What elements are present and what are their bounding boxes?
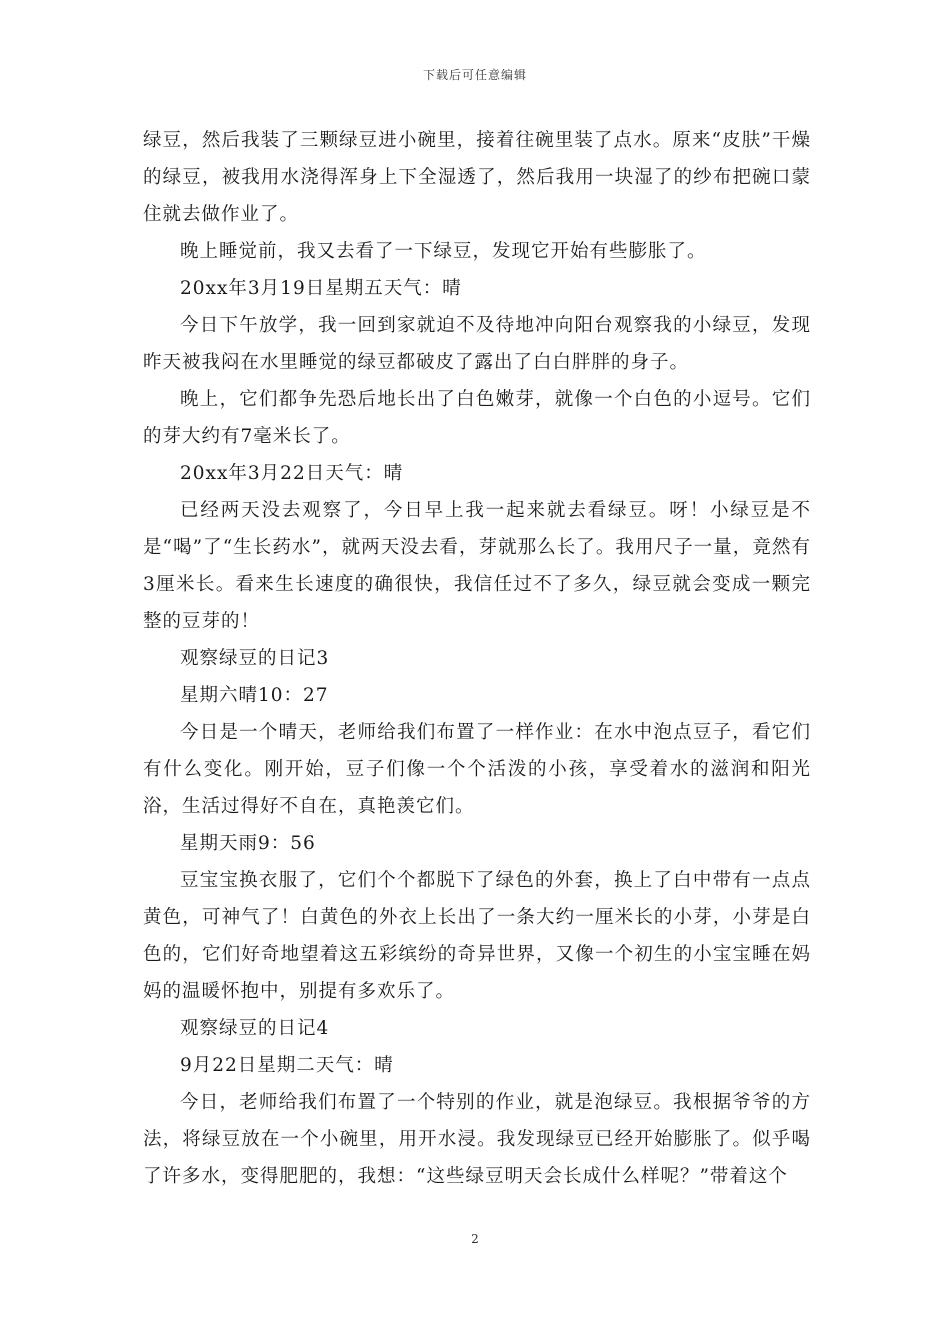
paragraph: 今日，老师给我们布置了一个特别的作业，就是泡绿豆。我根据爷爷的方法，将绿豆放在一个小碗里，用开水浸。我发现绿豆已经开始膨胀了。似乎喝了许多水，变得肥肥的，我想：“这些绿豆明天会长成什么样呢？”带着这个	[143, 1092, 811, 1187]
paragraph: 今日是一个晴天，老师给我们布置了一样作业：在水中泡点豆子，看它们有什么变化。刚开始，豆子们像一个个活泼的小孩，享受着水的滋润和阳光浴，生活过得好不自在，真艳羡它们。	[143, 722, 811, 817]
paragraph: 观察绿豆的日记3	[180, 648, 330, 669]
document-body	[143, 122, 811, 1195]
paragraph: 9月22日星期二天气：晴	[180, 1055, 394, 1076]
paragraph: 豆宝宝换衣服了，它们个个都脱下了绿色的外套，换上了白中带有一点点黄色，可神气了！白黄色的外衣上长出了一条大约一厘米长的小芽，小芽是白色的，它们好奇地望着这五彩缤纷的奇异世界，又像一个初生的小宝宝睡在妈妈的温暖怀抱中，别提有多欢乐了。	[143, 870, 811, 1002]
paragraph: 观察绿豆的日记4	[180, 1018, 330, 1039]
paragraph: 晚上睡觉前，我又去看了一下绿豆，发现它开始有些膨胀了。	[180, 241, 707, 262]
page-header: 下载后可任意编辑	[422, 68, 527, 82]
paragraph: 20xx年3月19日星期五天气：晴	[180, 278, 462, 299]
paragraph: 已经两天没去观察了，今日早上我一起来就去看绿豆。呀！小绿豆是不是“喝”了“生长药水”，就两天没去看，芽就那么长了。我用尺子一量，竟然有3厘米长。看来生长速度的确很快，我信任过不了多久，绿豆就会变成一颗完整的豆芽的！	[143, 500, 811, 632]
paragraph: 晚上，它们都争先恐后地长出了白色嫩芽，就像一个白色的小逗号。它们的芽大约有7毫米长了。	[143, 389, 811, 447]
paragraph: 今日下午放学，我一回到家就迫不及待地冲向阳台观察我的小绿豆，发现昨天被我闷在水里睡觉的绿豆都破皮了露出了白白胖胖的身子。	[143, 315, 811, 373]
page-number: 2	[471, 1232, 479, 1246]
paragraph: 星期六晴10：27	[180, 685, 329, 706]
paragraph: 20xx年3月22日天气：晴	[180, 463, 404, 484]
paragraph: 星期天雨9：56	[180, 833, 316, 854]
paragraph: 绿豆，然后我装了三颗绿豆进小碗里，接着往碗里装了点水。原来“皮肤”干燥的绿豆，被我用水浇得浑身上下全湿透了，然后我用一块湿了的纱布把碗口蒙住就去做作业了。	[143, 130, 811, 225]
